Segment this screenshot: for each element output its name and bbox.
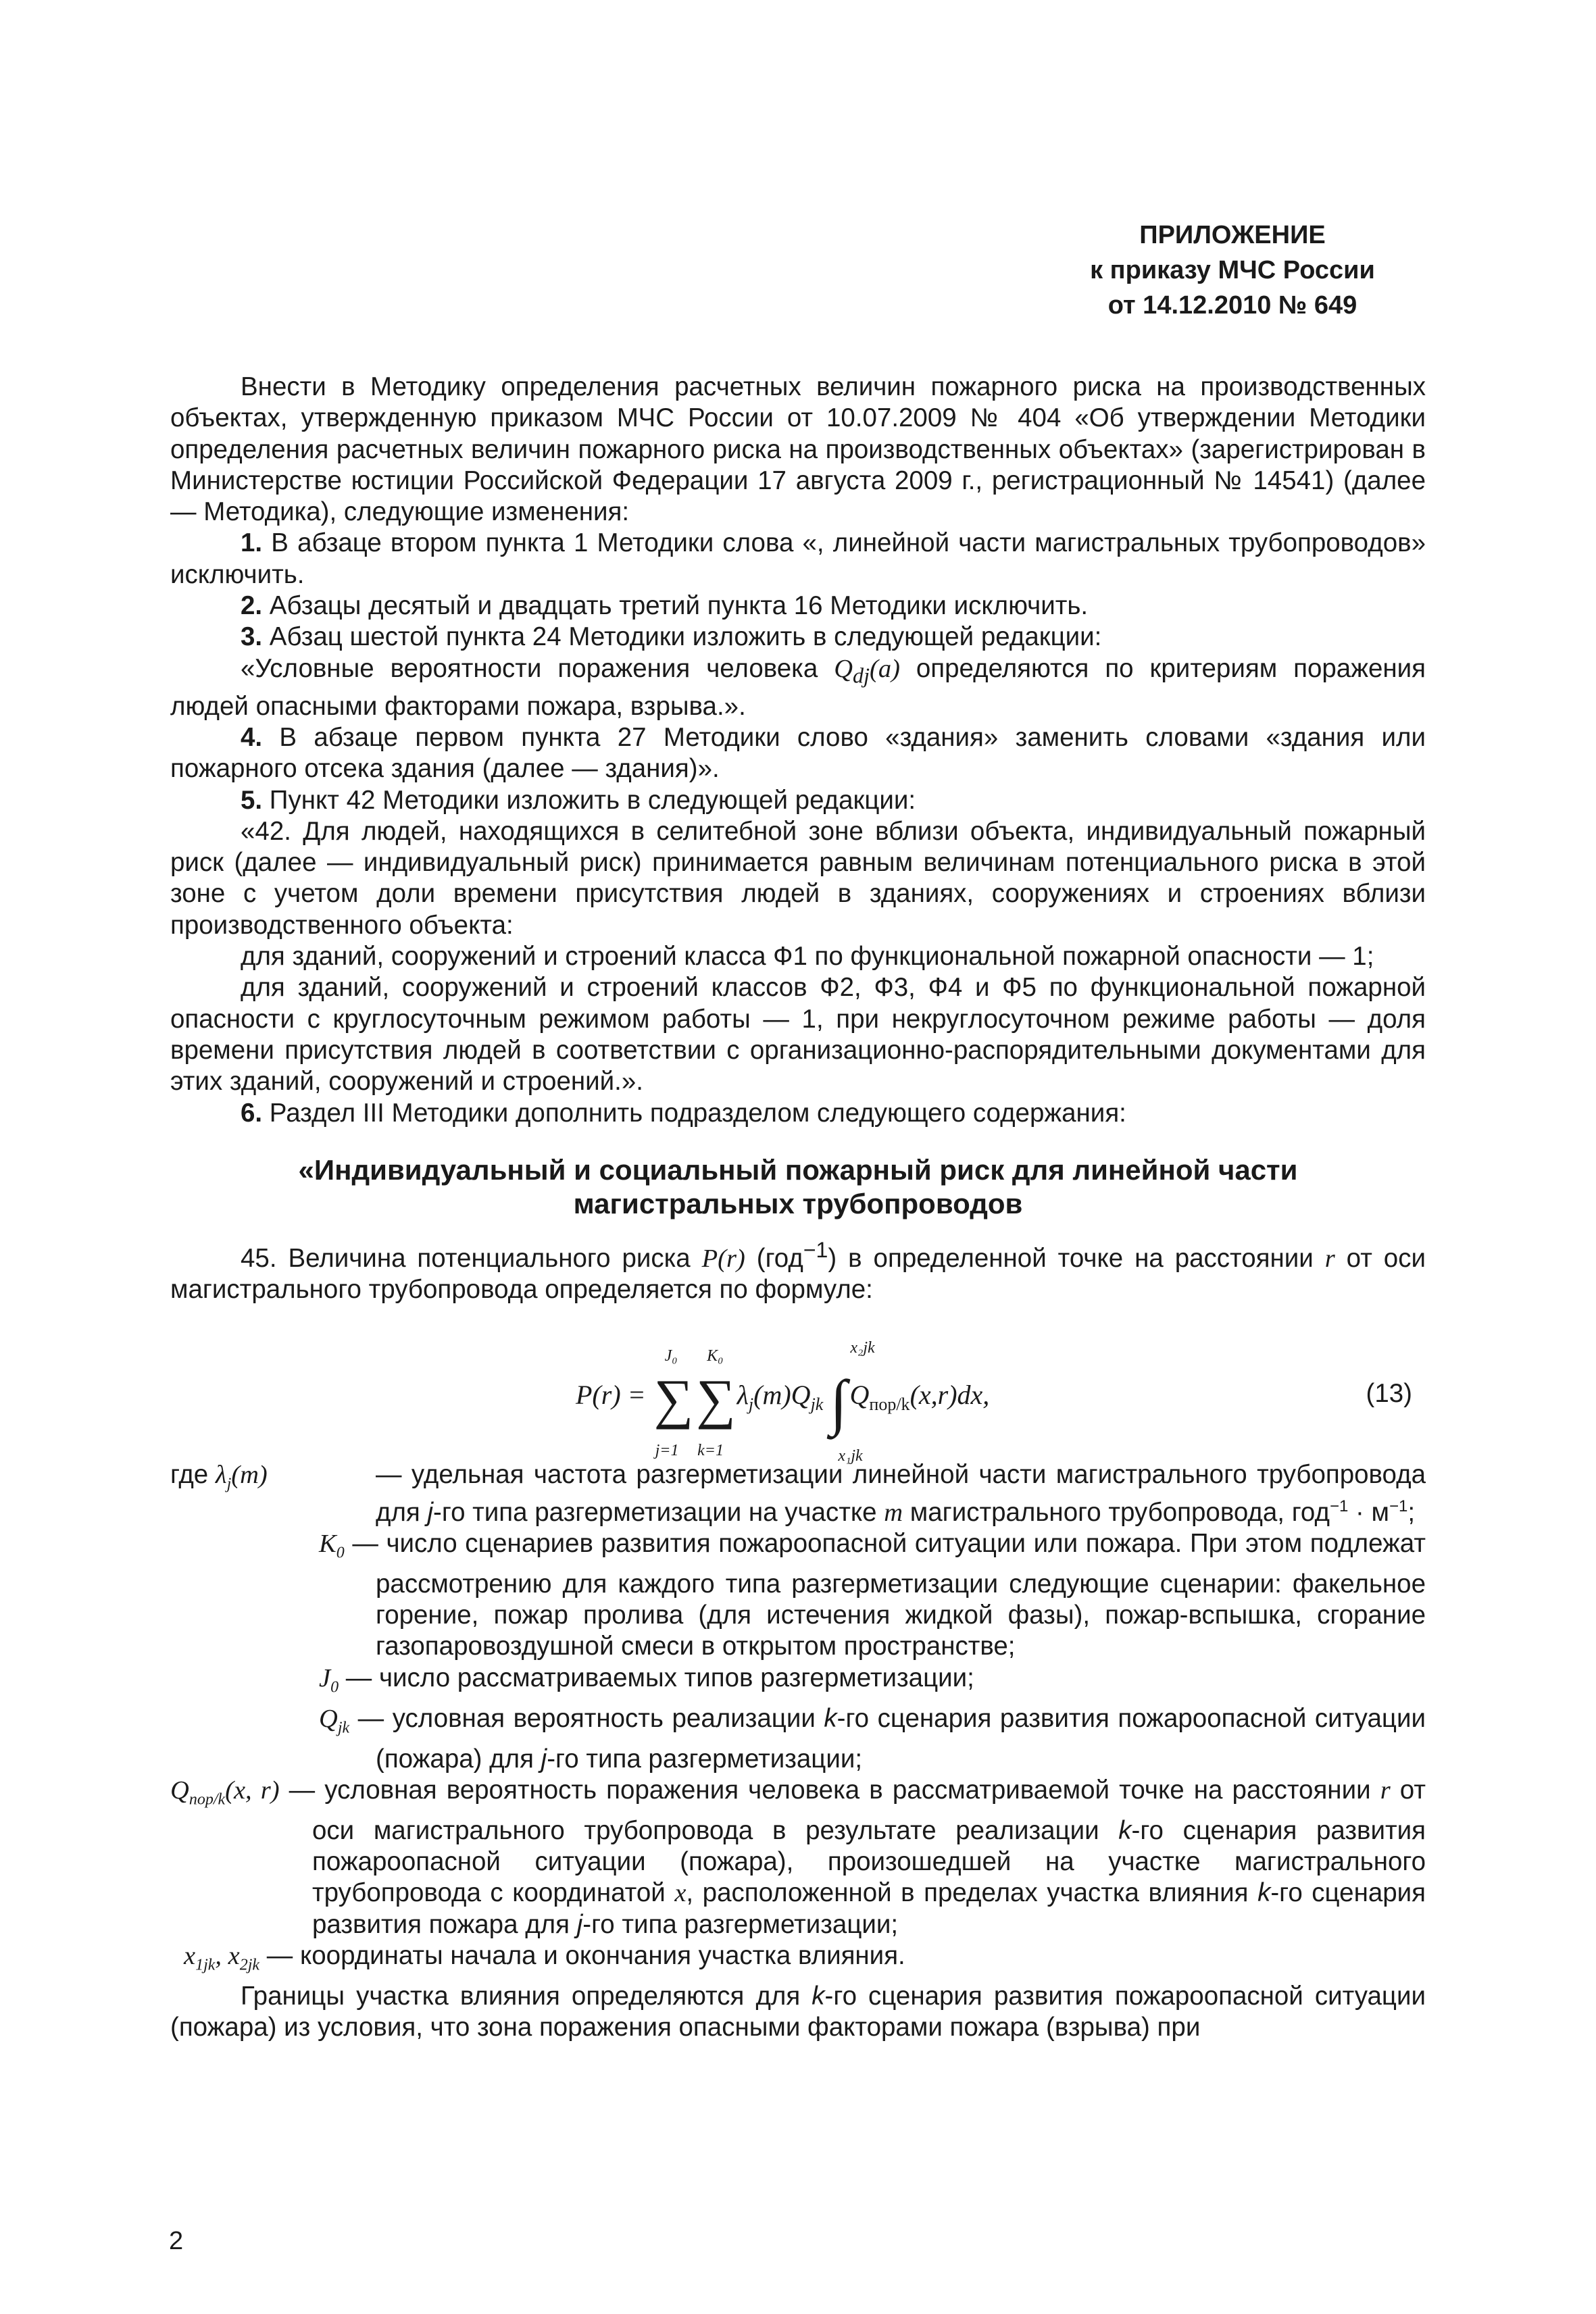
- definitions-lead: где: [170, 1460, 216, 1490]
- p45-superscript: −1: [803, 1237, 828, 1262]
- definitions-list: [170, 1459, 1426, 1981]
- formula-lhs: P(r) =: [576, 1380, 653, 1411]
- def-qpor-text3: -го сценария развития пожароопасной ситуации (пожара), произошедшей на участке магистрального трубопровода с координатой: [312, 1815, 1426, 1908]
- closing-text-b: -го сценария развития пожароопасной ситуации (пожара) из условия, что зона поражения опасными факторами пожара (взрыва) при: [170, 1981, 1426, 2042]
- def-k0-sub: 0: [336, 1544, 345, 1562]
- def-qpor-sub: пор/k: [189, 1790, 226, 1809]
- def-qpor-text4: , расположенной в пределах участка влияния: [686, 1878, 1258, 1908]
- item-1: [170, 528, 1426, 590]
- def-qpor-k2: k: [1257, 1878, 1271, 1908]
- def-lambda-text4: · м: [1348, 1497, 1389, 1527]
- item-5-text: Пункт 42 Методики изложить в следующей редакции:: [262, 785, 916, 815]
- appendix-header: [1043, 218, 1422, 323]
- sigma-icon: ∑: [653, 1368, 694, 1430]
- def-qpor-arg: (x, r): [225, 1776, 280, 1805]
- formula-subscript: dj: [853, 663, 870, 688]
- def-qpor-text: — условная вероятность поражения человека в рассматриваемой точке на расстоянии: [279, 1775, 1380, 1805]
- formula-argument: (a): [870, 654, 900, 683]
- item-1-number: 1.: [241, 528, 263, 558]
- item-1-text: В абзаце втором пункта 1 Методики слова «, линейной части магистральных трубопроводов» исключить.: [170, 528, 1426, 589]
- def-j0-symbol: J: [319, 1663, 331, 1692]
- integrand-sub: пор/k: [869, 1394, 910, 1415]
- appendix-date: от 14.12.2010 № 649: [1107, 291, 1357, 320]
- p45-text-d: от оси магистрального трубопровода определяется по формуле:: [170, 1243, 1426, 1304]
- formula-number: (13): [1366, 1379, 1412, 1409]
- def-lambda-j: j: [427, 1497, 434, 1527]
- item-3-quote-start: «Условные вероятности поражения человека: [241, 653, 834, 683]
- definition-x: [170, 1940, 1426, 1981]
- def-j0-sub: 0: [330, 1678, 339, 1696]
- formula-lambda-sub: j: [748, 1394, 754, 1415]
- page-number: 2: [169, 2227, 184, 2255]
- item-5-quote-1: «42. Для людей, находящихся в селитебной зоне вблизи объекта, индивидуальный пожарный риск (далее — индивидуальный риск) принимается равным величинам потенциального риска в этой зоне с учетом доли времени присутствия людей в зданиях, сооружениях и строениях вблизи производственного объекта:: [170, 816, 1426, 940]
- def-qjk-j: j: [541, 1744, 547, 1774]
- sum-j-upper: J₀: [664, 1347, 678, 1365]
- item-3: [170, 622, 1426, 653]
- item-4-number: 4.: [241, 722, 263, 752]
- def-x-sub2: 2jk: [239, 1956, 260, 1974]
- section-heading: [170, 1153, 1426, 1221]
- item-3-number: 3.: [241, 622, 263, 652]
- item-4: [170, 722, 1426, 785]
- definition-lambda-term: [170, 1459, 268, 1500]
- paragraph-45: [170, 1234, 1426, 1305]
- formula-term: (m)Q: [753, 1380, 811, 1411]
- def-qpor-text6: -го типа разгерметизации;: [582, 1909, 899, 1939]
- def-lambda-sup1: −1: [1329, 1496, 1349, 1515]
- section-heading-line-2: магистральных трубопроводов: [573, 1187, 1023, 1219]
- definition-j0: [170, 1663, 1426, 1703]
- item-4-text: В абзаце первом пункта 27 Методики слово «здания» заменить словами «здания или пожарного отсека здания (далее — здания)».: [170, 722, 1426, 784]
- def-qpor-j: j: [576, 1909, 583, 1939]
- def-qjk-text2: -го сценария развития пожароопасной ситуации (пожара) для: [376, 1703, 1426, 1774]
- item-3-quote: [170, 653, 1426, 722]
- item-5-quote-2: для зданий, сооружений и строений класса Ф1 по функциональной пожарной опасности — 1;: [241, 942, 1374, 972]
- def-qjk-sub: jk: [337, 1719, 350, 1737]
- def-lambda-sub: j: [226, 1475, 232, 1493]
- p45-text-c: ) в определенной точке на расстоянии: [828, 1243, 1325, 1273]
- item-6-text: Раздел III Методики дополнить подразделом следующего содержания:: [262, 1098, 1126, 1128]
- def-x-symbol: x: [184, 1941, 196, 1970]
- formula-expression: [576, 1339, 990, 1465]
- integral-lower: x₁jk: [838, 1447, 863, 1465]
- definition-qpor: [170, 1775, 1426, 1940]
- appendix-order: к приказу МЧС России: [1090, 256, 1375, 284]
- integral-upper: x₂jk: [850, 1339, 875, 1357]
- item-3-quote-end: определяются по критериям поражения людей опасными факторами пожара, взрыва.».: [170, 653, 1426, 721]
- definition-lambda: [170, 1459, 1426, 1528]
- def-j0-text: — число рассматриваемых типов разгерметизации;: [339, 1663, 974, 1692]
- def-x-sub1: 1jk: [195, 1956, 216, 1974]
- def-qpor-text2: от оси магистрального трубопровода в результате реализации: [312, 1775, 1426, 1845]
- sum-j: [653, 1347, 695, 1460]
- def-lambda-text: — удельная частота разгерметизации линейной части магистрального трубопровода для: [376, 1460, 1426, 1527]
- def-qjk-k: k: [824, 1703, 837, 1733]
- def-qpor-text5: -го сценария развития пожара для: [312, 1878, 1426, 1939]
- formula-term-sub: jk: [810, 1394, 824, 1415]
- item-5-number: 5.: [241, 785, 263, 815]
- def-lambda-text2: -го типа разгерметизации на участке: [433, 1497, 884, 1527]
- definition-k0: [170, 1528, 1426, 1663]
- formula-symbol-q: Q: [834, 654, 853, 683]
- p45-text-b: (год: [745, 1243, 803, 1273]
- def-lambda-text3: магистрального трубопровода, год: [903, 1497, 1330, 1527]
- definition-qjk: [170, 1703, 1426, 1775]
- sum-k-upper: K₀: [707, 1347, 724, 1365]
- def-x-text: — координаты начала и окончания участка влияния.: [259, 1940, 905, 1970]
- p45-symbol: P(r): [701, 1244, 745, 1273]
- integral-icon: ∫: [830, 1367, 847, 1437]
- def-qpor-k: k: [1118, 1815, 1132, 1845]
- def-lambda-arg: (m): [231, 1461, 268, 1490]
- def-lambda-m: m: [884, 1498, 903, 1527]
- item-5: [170, 785, 1426, 816]
- formula-13: [170, 1305, 1426, 1465]
- closing-k: k: [812, 1981, 825, 2011]
- p45-text-a: 45. Величина потенциального риска: [241, 1243, 702, 1273]
- def-qpor-symbol: Q: [170, 1776, 189, 1805]
- sigma-icon: ∑: [696, 1368, 736, 1430]
- def-x-separator: , x: [215, 1941, 240, 1970]
- def-qpor-x: x: [674, 1879, 687, 1908]
- sum-k: [695, 1347, 737, 1460]
- def-qjk-text: — условная вероятность реализации: [349, 1703, 824, 1733]
- p45-r: r: [1324, 1244, 1335, 1273]
- def-qpor-r: r: [1380, 1776, 1391, 1805]
- item-2-text: Абзацы десятый и двадцать третий пункта 16 Методики исключить.: [262, 591, 1089, 621]
- sum-k-lower: k=1: [697, 1442, 724, 1460]
- item-6-number: 6.: [241, 1098, 263, 1128]
- integrand-q: Q: [849, 1380, 870, 1411]
- document-body: [170, 372, 1426, 2044]
- def-lambda-text5: ;: [1407, 1497, 1416, 1527]
- def-k0-text: — число сценариев развития пожароопасной ситуации или пожара. При этом подлежат рассмотрению для каждого типа разгерметизации следующие сценарии: факельное горение, пожар пролива (для истечения жидкой фазы), пожар-вспышка, сгорание газопаровоздушной смеси в открытом пространстве;: [344, 1528, 1426, 1661]
- intro-paragraph: Внести в Методику определения расчетных величин пожарного риска на производственных объектах, утвержденную приказом МЧС России от 10.07.2009 № 404 «Об утверждении Методики определения расчетных величин пожарного риска на производственных объектах» (зарегистрирован в Министерстве юстиции Российской Федерации 17 августа 2009 г., регистрационный № 14541) (далее — Методика), следующие изменения:: [170, 372, 1426, 527]
- appendix-title: ПРИЛОЖЕНИЕ: [1139, 221, 1326, 249]
- closing-text-a: Границы участка влияния определяются для: [241, 1981, 812, 2011]
- item-2: [170, 590, 1426, 622]
- item-6: [170, 1098, 1426, 1129]
- closing-paragraph: [170, 1981, 1426, 2044]
- def-k0-symbol: K: [319, 1529, 336, 1558]
- sum-j-lower: j=1: [655, 1442, 679, 1460]
- def-lambda-sup2: −1: [1389, 1496, 1408, 1515]
- def-lambda-symbol: λ: [215, 1461, 227, 1490]
- formula-lambda: λ: [737, 1380, 749, 1411]
- integral: [823, 1339, 875, 1465]
- def-qjk-symbol: Q: [319, 1704, 338, 1733]
- item-2-number: 2.: [241, 591, 263, 621]
- item-5-quote-3: для зданий, сооружений и строений классов Ф2, Ф3, Ф4 и Ф5 по функциональной пожарной опасности с круглосуточным режимом работы — 1, при некруглосуточном режиме работы — доля времени присутствия людей в соответствии с организационно-распорядительными документами для этих зданий, сооружений и строений.».: [170, 973, 1426, 1097]
- item-3-text: Абзац шестой пункта 24 Методики изложить в следующей редакции:: [262, 622, 1102, 652]
- integrand-rest: (x,r)dx,: [909, 1380, 990, 1411]
- def-qjk-text3: -го типа разгерметизации;: [547, 1744, 863, 1774]
- section-heading-line-1: «Индивидуальный и социальный пожарный риск для линейной части: [298, 1153, 1298, 1186]
